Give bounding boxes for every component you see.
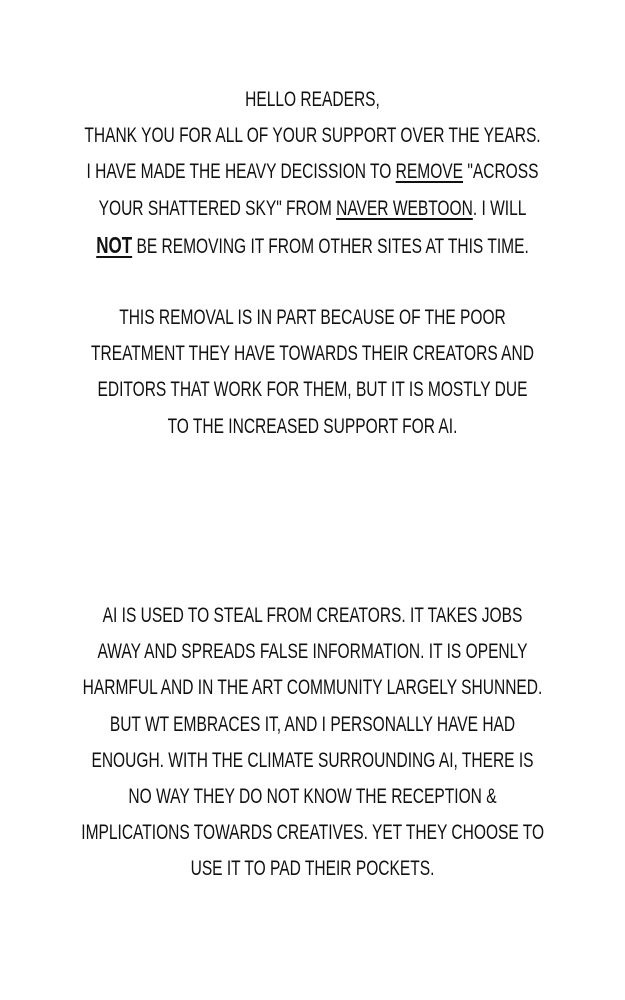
text-line: [81, 670, 544, 706]
text-segment: HARMFUL AND IN THE ART COMMUNITY LARGELY SHUNNED.: [82, 676, 543, 700]
text-line: [81, 300, 544, 336]
text-segment: YOUR SHATTERED SKY" FROM: [98, 196, 337, 220]
text-segment: HELLO READERS,: [245, 88, 380, 111]
text-line: [81, 118, 544, 154]
text-line: [81, 409, 544, 445]
text-line: [81, 227, 544, 263]
emphasis-text: NOT: [96, 231, 133, 258]
text-line: [81, 743, 544, 779]
text-segment: ENOUGH. WITH THE CLIMATE SURROUNDING AI, THERE IS: [91, 748, 534, 772]
text-segment: "ACROSS: [463, 160, 539, 184]
text-line: [81, 191, 544, 227]
text-segment: TO THE INCREASED SUPPORT FOR AI.: [167, 414, 458, 438]
text-segment: THIS REMOVAL IS IN PART BECAUSE OF THE POOR: [119, 306, 506, 329]
text-segment: AWAY AND SPREADS FALSE INFORMATION. IT IS OPENLY: [97, 640, 528, 664]
text-segment: I HAVE MADE THE HEAVY DECISSION TO: [86, 160, 396, 184]
text-segment: AI IS USED TO STEAL FROM CREATORS. IT TAKES JOBS: [102, 604, 523, 627]
text-segment: IMPLICATIONS TOWARDS CREATIVES. YET THEY CHOOSE TO: [81, 821, 545, 845]
text-line: [81, 82, 544, 118]
paragraph-ai-statement: [0, 598, 625, 888]
text-segment: THANK YOU FOR ALL OF YOUR SUPPORT OVER THE YEARS.: [84, 124, 541, 148]
text-segment: BUT WT EMBRACES IT, AND I PERSONALLY HAVE HAD: [109, 712, 516, 736]
paragraph-removal-reason: [0, 300, 625, 445]
text-line: [81, 598, 544, 634]
text-line: [81, 372, 544, 408]
text-line: [81, 336, 544, 372]
text-line: [81, 634, 544, 670]
text-line: [81, 154, 544, 190]
text-segment: TREATMENT THEY HAVE TOWARDS THEIR CREATORS AND: [91, 342, 534, 366]
text-segment: BE REMOVING IT FROM OTHER SITES AT THIS TIME.: [132, 234, 529, 258]
underlined-text: REMOVE: [395, 160, 464, 184]
text-segment: . I WILL: [472, 196, 527, 220]
underlined-text: NAVER WEBTOON: [336, 196, 473, 220]
text-segment: NO WAY THEY DO NOT KNOW THE RECEPTION &: [128, 784, 497, 808]
text-line: [81, 707, 544, 743]
text-line: [81, 815, 544, 851]
text-line: [81, 851, 544, 887]
paragraph-greeting: [0, 82, 625, 263]
text-line: [81, 779, 544, 815]
text-segment: EDITORS THAT WORK FOR THEM, BUT IT IS MOSTLY DUE: [97, 378, 528, 402]
text-segment: USE IT TO PAD THEIR POCKETS.: [190, 857, 435, 881]
